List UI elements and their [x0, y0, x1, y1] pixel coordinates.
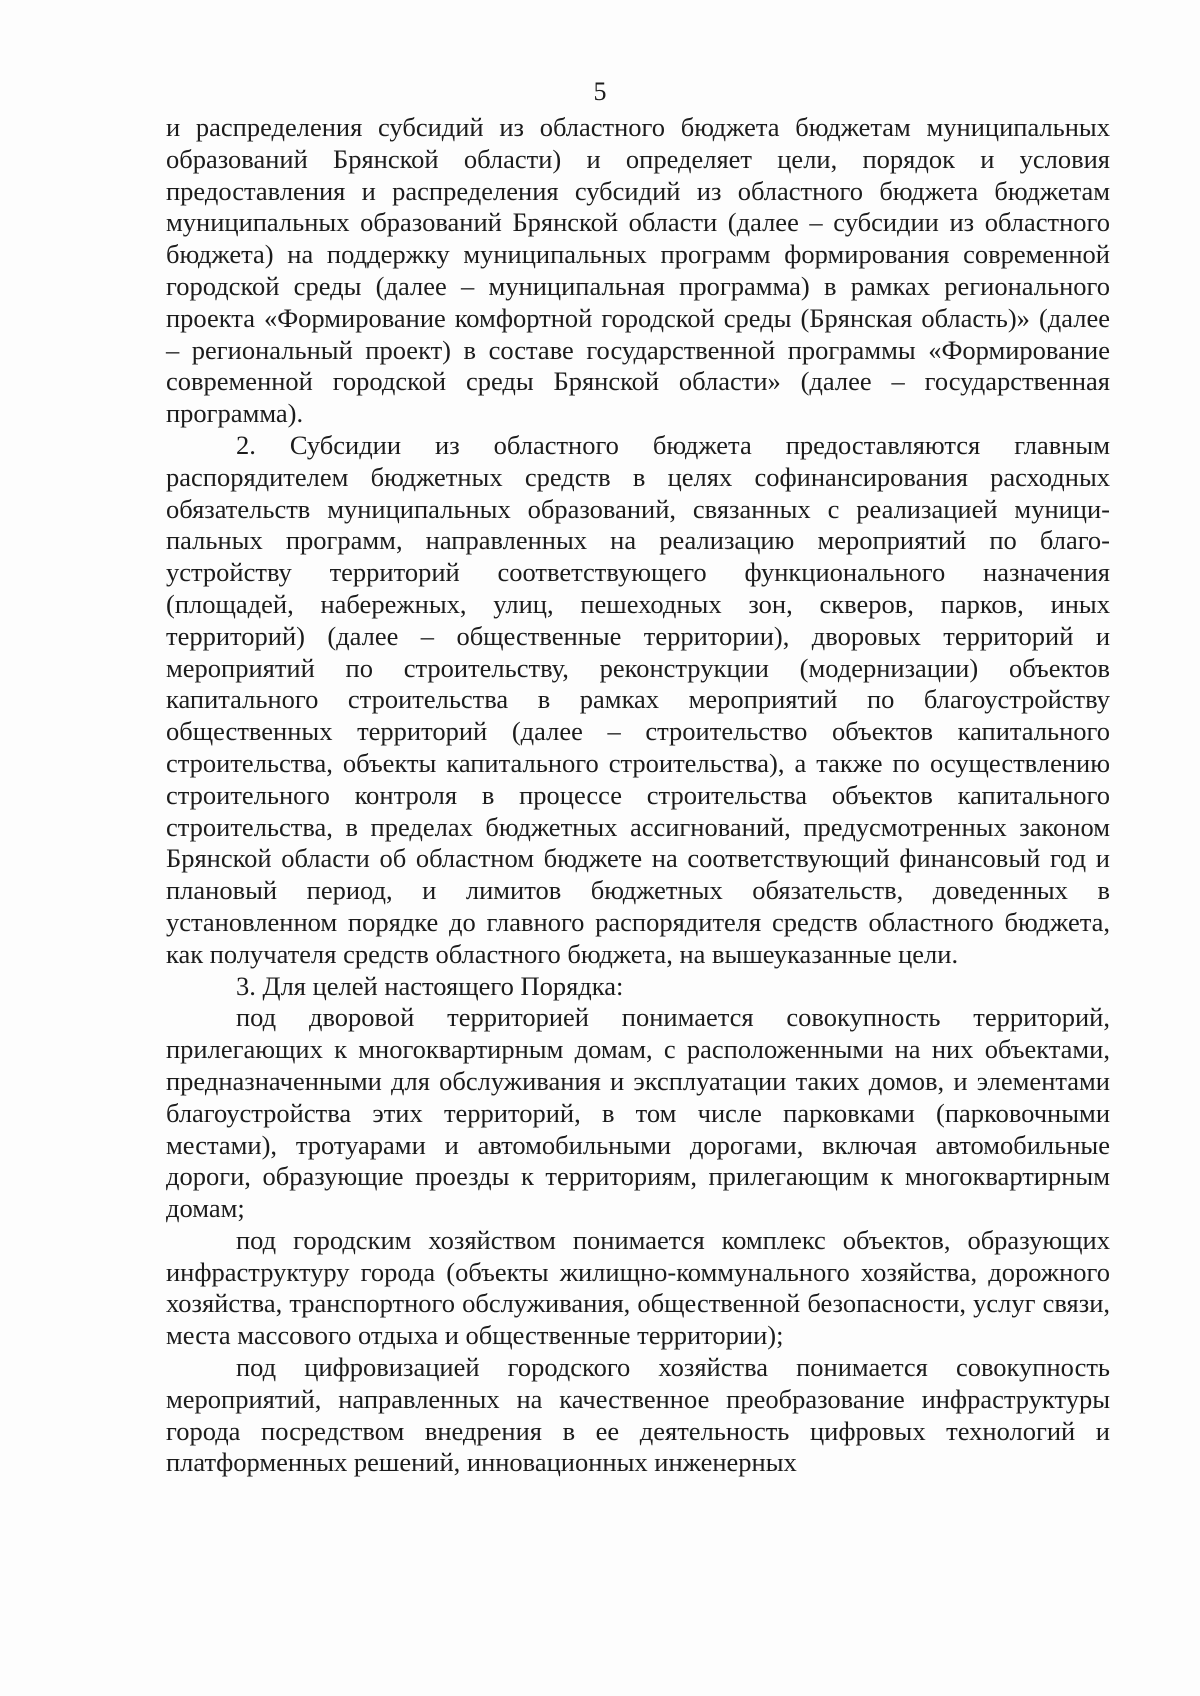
page-number: 5: [593, 77, 607, 106]
paragraph-1: и распределения субсидий из областного бюджета бюджетам муниципальных образований Брянской области) и определяет цели, порядок и условия предоставления и распределения субсидий из областного бюджета бюджетам муниципальных образований Брянской области (далее – субсидии из областного бюджета) на поддержку муниципальных программ формирования современной городской среды (далее – муниципальная программа) в рамках регионального проекта «Формирование комфортной городской среды (Брянская область)» (далее – региональный проект) в составе государственной программы «Формирование современной городской среды Брянской области» (далее – государственная программа).: [166, 112, 1110, 429]
document-body: [166, 112, 1110, 1479]
paragraph-5: под городским хозяйством понимается комплекс объектов, образующих инфраструктуру города (объекты жилищно-коммунального хозяйства, дорожного хозяйства, транспортного обслуживания, общественной безопасности, услуг связи, места массового отдыха и общественные территории);: [166, 1224, 1110, 1351]
paragraph-4: под дворовой территорией понимается совокупность территорий, прилегающих к многоквартирным домам, с расположенными на них объектами, предназначенными для обслуживания и эксплуатации таких домов, и элементами благоустройства этих территорий, в том числе парковками (парковочными местами), тротуарами и автомобильными дорогами, включая автомобильные дороги, образующие проезды к территориям, прилегающим к многоквартирным домам;: [166, 1002, 1110, 1224]
paragraph-6: под цифровизацией городского хозяйства понимается совокупность мероприятий, направленных на качественное преобразование инфраструктуры города посредством внедрения в ее деятельность цифровых технологий и платформенных решений, инновационных инженерных: [166, 1352, 1110, 1478]
paragraph-3: 3. Для целей настоящего Порядка:: [236, 970, 624, 1001]
paragraph-2: 2. Субсидии из областного бюджета предоставляются главным распорядителем бюджетных средств в целях софинансирования расходных обязательств муниципальных образований, связанных с реализацией муниципальных программ, направленных на реализацию мероприятий по благоустройству территорий соответствующего функционального назначения (площадей, набережных, улиц, пешеходных зон, скверов, парков, иных территорий) (далее – общественные территории), дворовых территорий и мероприятий по строительству, реконструкции (модернизации) объектов капитального строительства в рамках мероприятий по благоустройству общественных территорий (далее – строительство объектов капитального строительства, объекты капитального строительства), а также по осуществлению строительного контроля в процессе строительства объектов капитального строительства, в пределах бюджетных ассигнований, предусмотренных законом Брянской области об областном бюджете на соответствующий финансовый год и плановый период, и лимитов бюджетных обязательств, доведенных в установленном порядке до главного распорядителя средств областного бюджета, как получателя средств областного бюджета, на вышеуказанные цели.: [166, 429, 1110, 969]
